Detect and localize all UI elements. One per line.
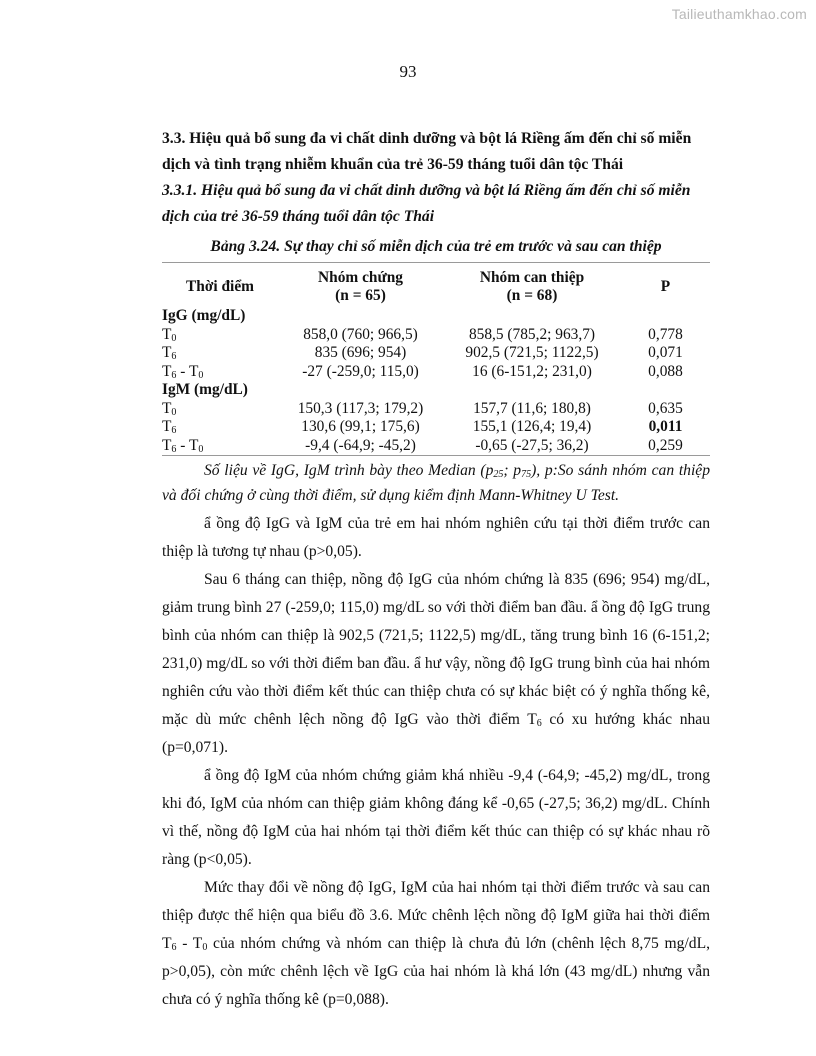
immune-index-table <box>162 262 710 456</box>
page-number: 93 <box>399 62 417 81</box>
header-control-n: (n = 65) <box>335 287 386 304</box>
table-row <box>162 400 710 419</box>
cell-time: $T_6$ <box>162 418 177 436</box>
section-heading: 3.3. Hiệu quả bổ sung đa vi chất dinh dưỡng và bột lá Riềng ấm đến chỉ số miễn dịch và tình trạng nhiễm khuẩn của trẻ 36-59 tháng tuổi dân tộc Thái <box>162 130 692 173</box>
cell-control: 835 (696; 954) <box>314 344 407 361</box>
cell-p-significant: 0,011 <box>648 418 683 435</box>
cell-intervention: 858,5 (785,2; 963,7) <box>468 325 596 343</box>
cell-intervention: -0,65 (-27,5; 36,2) <box>475 436 589 454</box>
group-label: IgM (mg/dL) <box>162 381 248 398</box>
header-control-label: Nhóm chứng <box>318 269 403 286</box>
cell-control: 150,3 (117,3; 179,2) <box>297 399 424 417</box>
cell-control: -27 (-259,0; 115,0) <box>302 362 419 380</box>
cell-intervention: 157,7 (11,6; 180,8) <box>473 399 591 417</box>
table-row <box>162 363 710 382</box>
paragraph-2: Sau 6 tháng can thiệp, nồng độ IgG của nhóm chứng là 835 (696; 954) mg/dL, giảm trung bình 27 (-259,0; 115,0) mg/dL so với thời điểm ban đầu. ẩ ồng độ IgG trung bình của nhóm can thiệp là 902,5 (721,5; 1122,5) mg/dL, tăng trung bình 16 (6-151,2; 231,0) mg/dL so với thời điểm ban đầu. ẩ hư vậy, nồng độ IgG trung bình của hai nhóm nghiên cứu vào thời điểm kết thúc can thiệp chưa có sự khác biệt có ý nghĩa thống kê, mặc dù mức chênh lệch nồng độ IgG vào thời điểm $T_6$ có xu hướng khác nhau (p=0,071). <box>162 571 711 756</box>
cell-time: $T_0$ <box>162 325 177 344</box>
group-label: IgG (mg/dL) <box>162 307 246 324</box>
group-row-igg <box>162 307 710 326</box>
cell-control: -9,4 (-64,9; -45,2) <box>305 436 416 454</box>
group-row-igm <box>162 381 710 400</box>
paragraph-1: ẩ ồng độ IgG và IgM của trẻ em hai nhóm nghiên cứu tại thời điểm trước can thiệp là tương tự nhau (p>0,05). <box>162 515 710 560</box>
table-row <box>162 326 710 345</box>
cell-control: 858,0 (760; 966,5) <box>303 325 418 343</box>
header-intervention-n: (n = 68) <box>506 287 558 304</box>
paragraph-3: ẩ ồng độ IgM của nhóm chứng giảm khá nhiều -9,4 (-64,9; -45,2) mg/dL, trong khi đó, IgM của nhóm can thiệp giảm không đáng kể -0,65 (-27,5; 36,2) mg/dL. Chính vì thế, nồng độ IgM của hai nhóm tại thời điểm kết thúc can thiệp có sự khác nhau rõ ràng (p<0,05). <box>162 767 710 868</box>
subsection-heading: 3.3.1. Hiệu quả bổ sung đa vi chất dinh dưỡng và bột lá Riềng ấm đến chỉ số miễn dịch của trẻ 36-59 tháng tuổi dân tộc Thái <box>162 182 691 225</box>
cell-time: $T_6 - T_0$ <box>162 362 204 381</box>
cell-p: 0,778 <box>648 325 683 343</box>
table-row <box>162 418 710 437</box>
header-intervention <box>443 263 621 308</box>
cell-time: $T_6$ <box>162 344 177 362</box>
paragraph-4: Mức thay đổi về nồng độ IgG, IgM của hai nhóm tại thời điểm trước và sau can thiệp được thể hiện qua biểu đồ 3.6. Mức chênh lệch nồng độ IgM giữa hai thời điểm $T_6 - T_0$ của nhóm chứng và nhóm can thiệp là chưa đủ lớn (chênh lệch 8,75 mg/dL, p>0,05), còn mức chênh lệch về IgG của hai nhóm là khá lớn (43 mg/dL) nhưng vẫn chưa có ý nghĩa thống kê (p=0,088). <box>162 879 711 1008</box>
page-content <box>162 126 710 1014</box>
table-row <box>162 437 710 456</box>
cell-intervention: 902,5 (721,5; 1122,5) <box>465 344 599 361</box>
table-caption: Bảng 3.24. Sự thay chỉ số miễn dịch của trẻ em trước và sau can thiệp <box>210 238 662 255</box>
cell-p: 0,259 <box>648 436 683 454</box>
header-p: P <box>660 278 671 295</box>
cell-time: $T_0$ <box>162 399 177 418</box>
header-control <box>278 263 443 308</box>
table-header-row <box>162 263 710 308</box>
header-time: Thời điểm <box>186 278 254 295</box>
table-row <box>162 344 710 363</box>
watermark: Tailieuthamkhao.com <box>671 6 807 22</box>
table-note: Số liệu về IgG, IgM trình bày theo Median ($p_{25}$; $p_{75}$), p:So sánh nhóm can thiệp và đối chứng ở cùng thời điểm, sử dụng kiểm định Mann-Whitney U Test. <box>162 462 711 504</box>
cell-time: $T_6 - T_0$ <box>162 436 204 455</box>
cell-p: 0,071 <box>648 344 683 361</box>
cell-control: 130,6 (99,1; 175,6) <box>301 418 420 435</box>
header-intervention-label: Nhóm can thiệp <box>479 269 585 286</box>
cell-intervention: 155,1 (126,4; 19,4) <box>472 418 592 435</box>
cell-intervention: 16 (6-151,2; 231,0) <box>472 362 592 380</box>
cell-p: 0,635 <box>648 399 683 417</box>
cell-p: 0,088 <box>648 362 683 380</box>
